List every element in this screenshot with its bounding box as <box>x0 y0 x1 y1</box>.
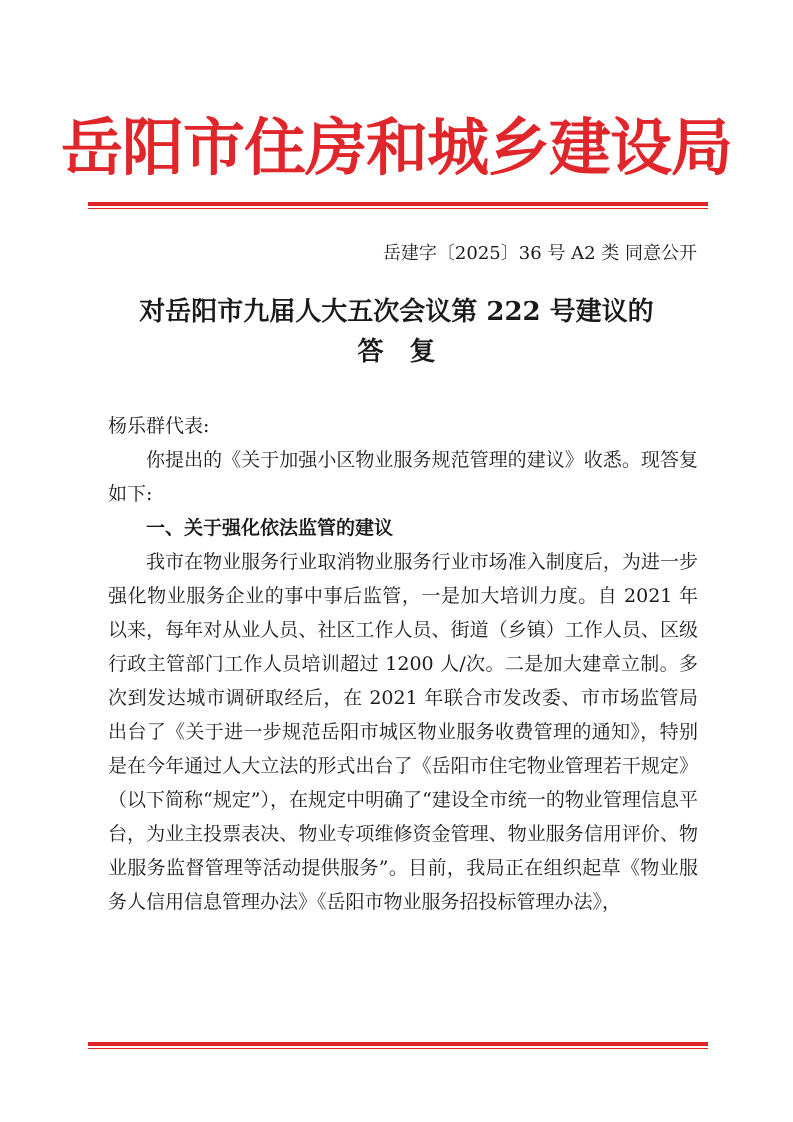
section-heading: 一、关于强化依法监管的建议 <box>146 517 394 539</box>
document-number: 岳建字〔2025〕36 号 A2 类 同意公开 <box>382 243 697 264</box>
header-red-rule <box>88 202 708 209</box>
document-body <box>108 409 698 919</box>
document-title: 对岳阳市九届人大五次会议第 222 号建议的 <box>139 297 654 327</box>
intro-paragraph: 你提出的《关于加强小区物业服务规范管理的建议》收悉。现答复如下: <box>108 449 698 505</box>
document-title-reply: 答复 <box>357 337 462 367</box>
footer-red-rule <box>88 1042 708 1049</box>
salutation: 杨乐群代表: <box>108 415 210 437</box>
section-paragraph: 我市在物业服务行业取消物业服务行业市场准入制度后，为进一步强化物业服务企业的事中事后监管，一是加大培训力度。自 2021 年以来，每年对从业人员、社区工作人员、街道（乡镇）工作人员、区级行政主管部门工作人员培训超过 1200 人/次。二是加大建章立制。多次到发达城市调研取经后，在 2021 年联合市发改委、市市场监管局出台了《关于进一步规范岳阳市城区物业服务收费管理的通知》，特别是在今年通过人大立法的形式出台了《岳阳市住宅物业管理若干规定》（以下简称“规定”），在规定中明确了“建设全市统一的物业管理信息平台，为业主投票表决、物业专项维修资金管理、物业服务信用评价、物业服务监督管理等活动提供服务”。目前，我局正在组织起草《物业服务人信用信息管理办法》《岳阳市物业服务招投标管理办法》， <box>108 551 698 913</box>
issuing-agency-masthead: 岳阳市住房和城乡建设局 <box>60 111 732 184</box>
